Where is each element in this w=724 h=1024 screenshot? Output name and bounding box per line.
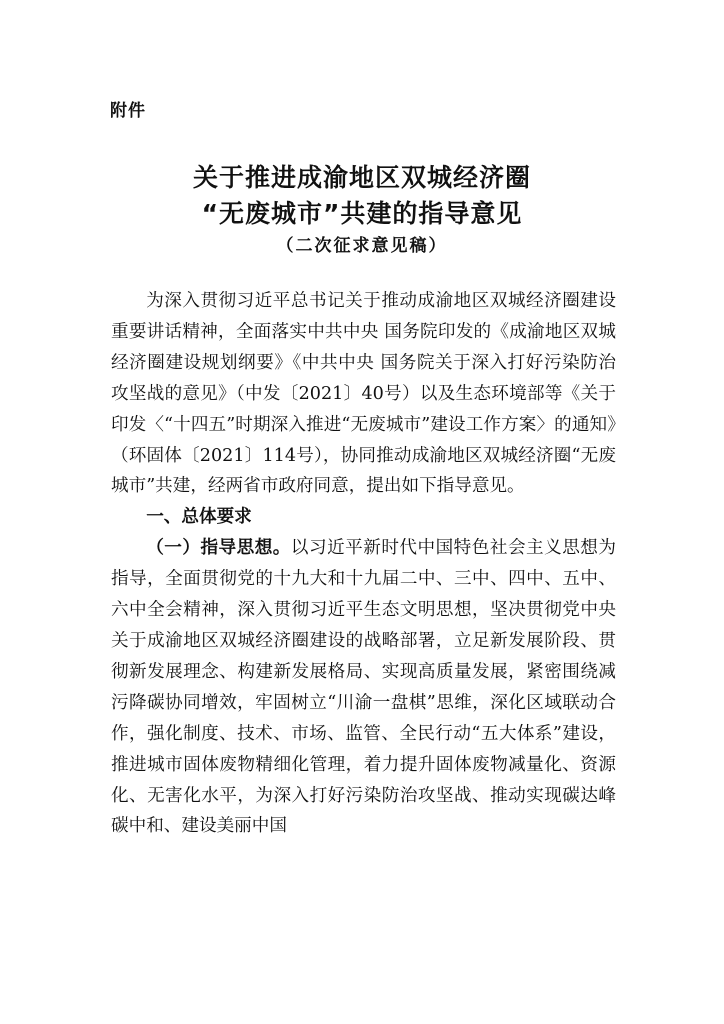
document-title-line-1: 关于推进成渝地区双城经济圈 xyxy=(192,163,531,192)
section-heading-general-requirements: 一、总体要求 xyxy=(146,507,252,528)
subsection-label: （一）指导思想。 xyxy=(146,538,291,559)
guiding-ideology-paragraph xyxy=(111,533,616,842)
intro-paragraph: 为深入贯彻习近平总书记关于推动成渝地区双城经济圈建设重要讲话精神，全面落实中共中央 国务院印发的《成渝地区双城经济圈建设规划纲要》《中共中央 国务院关于深入打好污染防治攻坚战的意见》（中发〔2021〕40号）以及生态环境部等《关于印发〈“十四五”时期深入推进“无废城市”建设工作方案〉的通知》（环固体〔2021〕114号），协同推动成渝地区双城经济圈“无废城市”共建，经两省市政府同意，提出如下指导意见。 xyxy=(111,291,616,497)
document-body xyxy=(111,286,616,842)
document-title-line-2: “无废城市”共建的指导意见 xyxy=(201,199,523,228)
subsection-text: 以习近平新时代中国特色社会主义思想为指导，全面贯彻党的十九大和十九届二中、三中、四中、五中、六中全会精神，深入贯彻习近平生态文明思想，坚决贯彻党中央关于成渝地区双城经济圈建设的战略部署，立足新发展阶段、贯彻新发展理念、构建新发展格局、实现高质量发展，紧密围绕减污降碳协同增效，牢固树立“川渝一盘棋”思维，深化区域联动合作，强化制度、技术、市场、监管、全民行动“五大体系”建设，推进城市固体废物精细化管理，着力提升固体废物减量化、资源化、无害化水平，为深入打好污染防治攻坚战、推动实现碳达峰碳中和、建设美丽中国 xyxy=(111,538,616,837)
draft-subtitle: （二次征求意见稿） xyxy=(276,236,448,256)
attachment-label: 附件 xyxy=(110,101,146,121)
